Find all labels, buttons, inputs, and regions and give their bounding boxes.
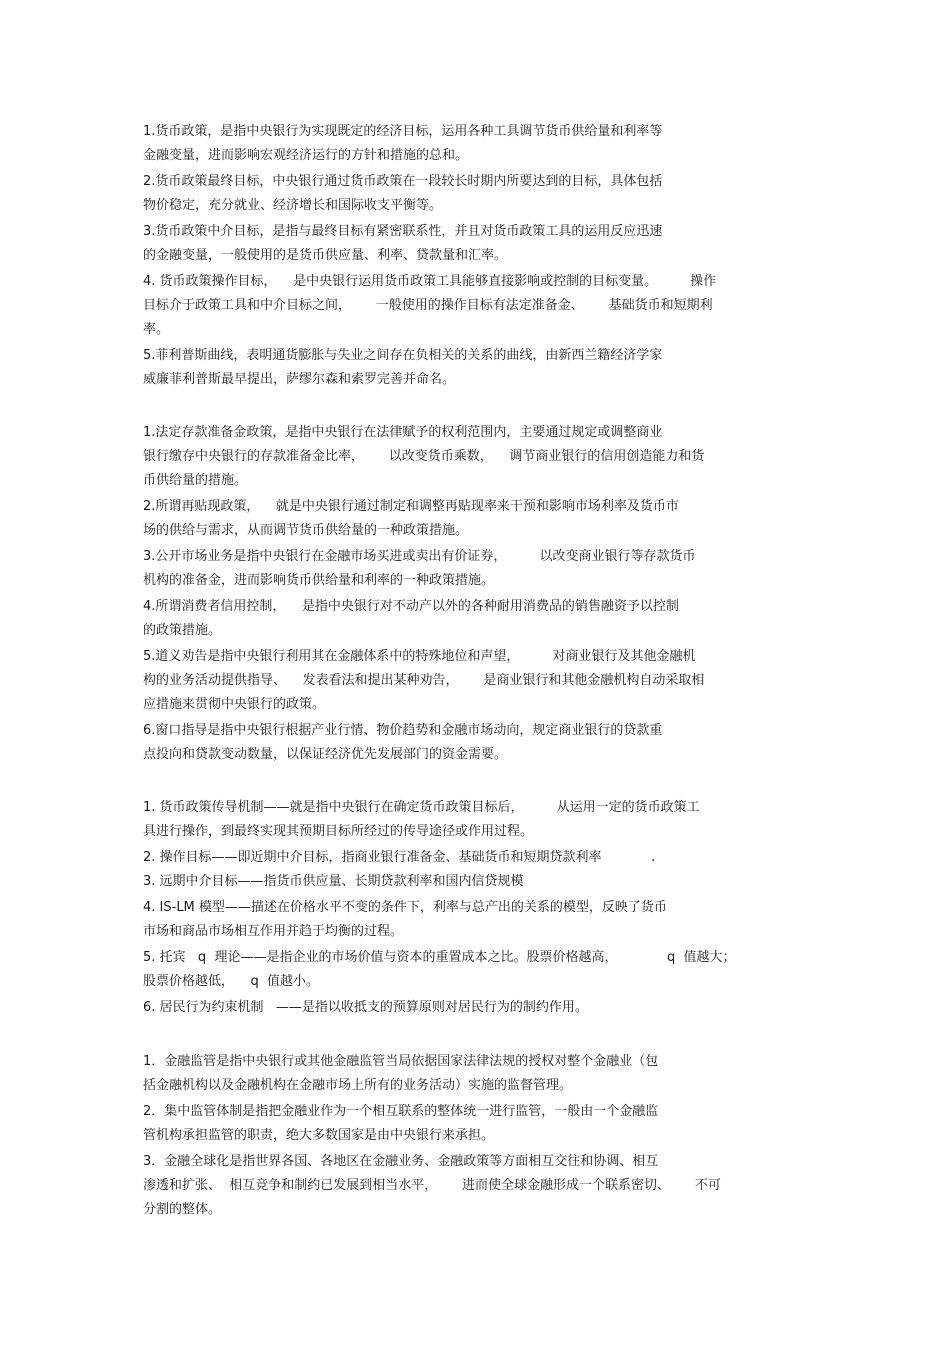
text-line: 管机构承担监管的职责，绝大多数国家是由中央银行来承担。 [143, 1128, 495, 1143]
text-line: 应措施来贯彻中央银行的政策。 [143, 697, 326, 712]
text-line: 场的供给与需求，从而调节货币供给量的一种政策措施。 [143, 523, 469, 538]
text-line: 3.货币政策中介目标，是指与最终目标有紧密联系性，并且对货币政策工具的运用反应迅速 [143, 224, 663, 239]
text-line: 股票价格越低， q 值越小。 [143, 974, 320, 989]
text-line: 币供给量的措施。 [143, 473, 248, 488]
text-line: 目标介于政策工具和中介目标之间， 一般使用的操作目标有法定准备金、 基础货币和短期利 [143, 298, 713, 313]
text-line: 具进行操作，到最终实现其预期目标所经过的传导途径或作用过程。 [143, 824, 534, 839]
text-line: 5.道义劝告是指中央银行利用其在金融体系中的特殊地位和声望， 对商业银行及其他金融机 [143, 649, 696, 664]
text-line: 6.窗口指导是指中央银行根据产业行情、物价趋势和金融市场动向，规定商业银行的贷款重 [143, 723, 663, 738]
text-line: 银行缴存中央银行的存款准备金比率， 以改变货币乘数， 调节商业银行的信用创造能力和货 [143, 449, 705, 464]
text-line: 4. 货币政策操作目标， 是中央银行运用货币政策工具能够直接影响或控制的目标变量。 操作 [143, 274, 717, 289]
text-line: 3. 远期中介目标——指货币供应量、长期贷款利率和国内信贷规模 [143, 874, 524, 889]
text-line: 4. IS-LM 模型——描述在价格水平不变的条件下，利率与总产出的关系的模型，反映了货币 [143, 900, 667, 915]
text-line: 物价稳定，充分就业、经济增长和国际收支平衡等。 [143, 198, 443, 213]
text-line: 威廉菲利普斯最早提出，萨缪尔森和索罗完善并命名。 [143, 372, 456, 387]
text-line: 率。 [143, 322, 170, 337]
text-line: 的金融变量，一般使用的是货币供应量、利率、贷款量和汇率。 [143, 248, 508, 263]
text-line: 2.所谓再贴现政策， 就是中央银行通过制定和调整再贴现率来干预和影响市场利率及货币市 [143, 499, 679, 514]
text-line: 2. 操作目标——即近期中介目标，指商业银行准备金、基础货币和短期贷款利率 . [143, 850, 656, 865]
text-line: 1.法定存款准备金政策，是指中央银行在法律赋予的权利范围内，主要通过规定或调整商业 [143, 425, 663, 440]
text-line: 分割的整体。 [143, 1202, 222, 1217]
text-line: 括金融机构以及金融机构在金融市场上所有的业务活动）实施的监督管理。 [143, 1078, 573, 1093]
text-line: 3.公开市场业务是指中央银行在金融市场买进或卖出有价证券， 以改变商业银行等存款货币 [143, 549, 696, 564]
text-line: 的政策措施。 [143, 623, 222, 638]
text-line: 构的业务活动提供指导、 发表看法和提出某种劝告， 是商业银行和其他金融机构自动采取相 [143, 673, 705, 688]
text-line: 5.菲利普斯曲线，表明通货膨胀与失业之间存在负相关的关系的曲线，由新西兰籍经济学家 [143, 348, 663, 363]
text-line: 4.所谓消费者信用控制， 是指中央银行对不动产以外的各种耐用消费品的销售融资予以控制 [143, 599, 679, 614]
text-line: 点投向和贷款变动数量，以保证经济优先发展部门的资金需要。 [143, 747, 508, 762]
text-line: 机构的准备金，进而影响货币供给量和利率的一种政策措施。 [143, 573, 495, 588]
text-line: 6. 居民行为约束机制 ——是指以收抵支的预算原则对居民行为的制约作用。 [143, 1000, 588, 1015]
text-line: 3．金融全球化是指世界各国、各地区在金融业务、金融政策等方面相互交往和协调、相互 [143, 1154, 659, 1169]
text-line: 5. 托宾 q 理论——是指企业的市场价值与资本的重置成本之比。股票价格越高， q 值越大； [143, 950, 736, 965]
text-line: 1.货币政策，是指中央银行为实现既定的经济目标，运用各种工具调节货币供给量和利率等 [143, 124, 663, 139]
text-line: 2.货币政策最终目标，中央银行通过货币政策在一段较长时期内所要达到的目标，具体包括 [143, 174, 663, 189]
text-line: 1. 货币政策传导机制——就是指中央银行在确定货币政策目标后， 从运用一定的货币政策工 [143, 800, 700, 815]
text-line: 1．金融监管是指中央银行或其他金融监管当局依据国家法律法规的授权对整个金融业（包 [143, 1054, 659, 1069]
text-line: 2．集中监管体制是指把金融业作为一个相互联系的整体统一进行监管，一般由一个金融监 [143, 1104, 659, 1119]
text-line: 金融变量，进而影响宏观经济运行的方针和措施的总和。 [143, 148, 469, 163]
text-line: 渗透和扩张、 相互竞争和制约已发展到相当水平， 进而使全球金融形成一个联系密切、 不可 [143, 1178, 721, 1193]
text-line: 市场和商品市场相互作用并趋于均衡的过程。 [143, 924, 404, 939]
